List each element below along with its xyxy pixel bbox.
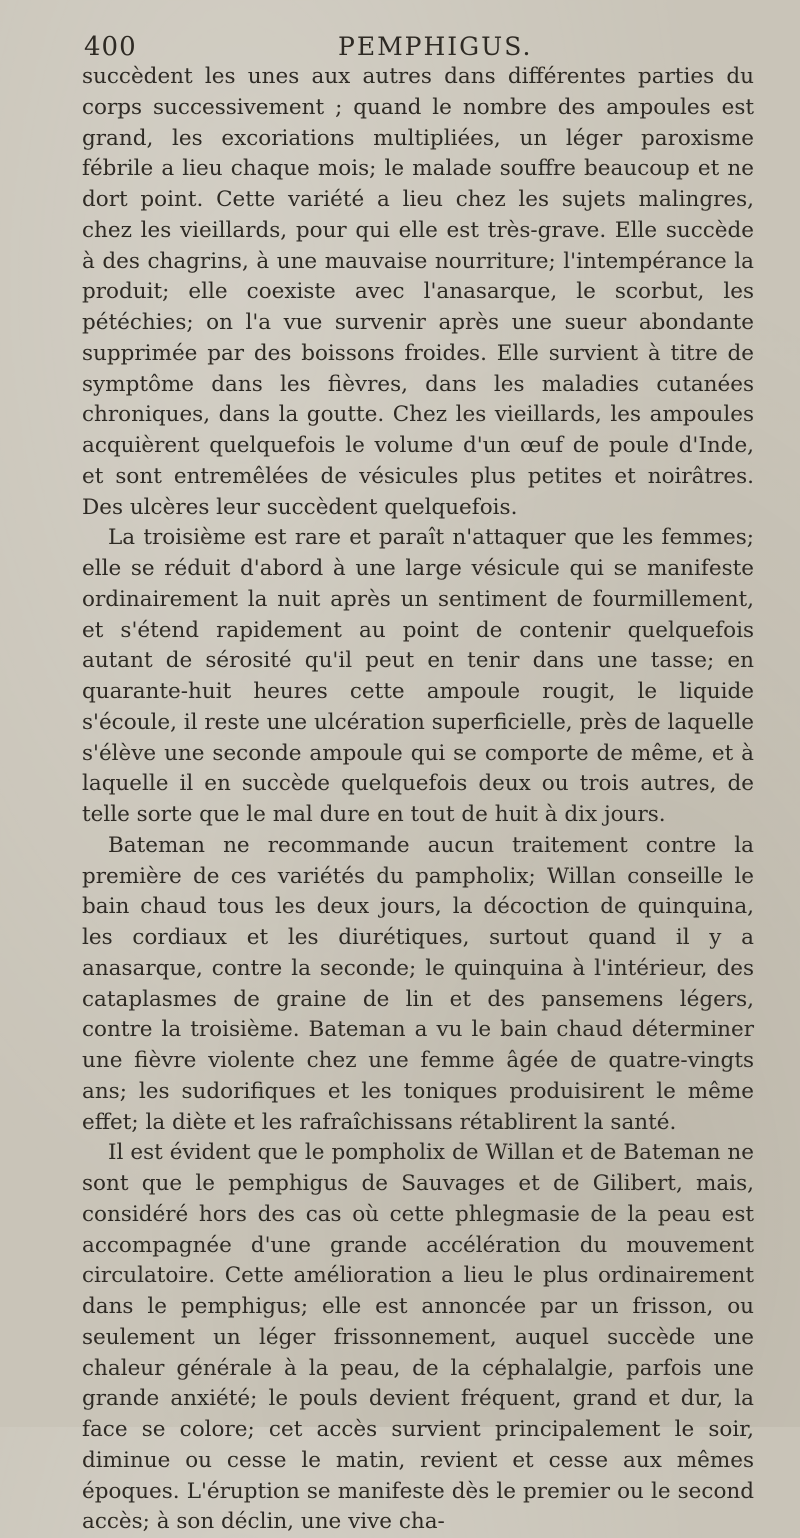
body-text <box>82 62 754 1538</box>
paragraph-pompholix: Il est évident que le pompholix de Willan et de Bateman ne sont que le pemphigus de Sauvages et de Gilibert, mais, considéré hors des cas où cette phlegmasie de la peau est accompagnée d'une grande accélération du mouvement circulatoire. Cette amélioration a lieu le plus ordinairement dans le pemphigus; elle est annoncée par un frisson, ou seulement un léger frissonnement, auquel succède une chaleur générale à la peau, de la céphalalgie, parfois une grande anxiété; le pouls devient fréquent, grand et dur, la face se colore; cet accès survient principalement le soir, diminue ou cesse le matin, revient et cesse aux mêmes époques. L'éruption se manifeste dès le premier ou le second accès; à son déclin, une vive cha- <box>82 1140 754 1535</box>
paragraph-continued: succèdent les unes aux autres dans différentes parties du corps successivement ; quand le nombre des ampoules est grand, les excoriations multipliées, un léger paroxisme fébrile a lieu chaque mois; le malade souffre beaucoup et ne dort point. Cette variété a lieu chez les sujets malingres, chez les vieillards, pour qui elle est très-grave. Elle succède à des chagrins, à une mauvaise nourriture; l'intempérance la produit; elle coexiste avec l'anasarque, le scorbut, les pétéchies; on l'a vue survenir après une sueur abondante supprimée par des boissons froides. Elle survient à titre de symptôme dans les fièvres, dans les maladies cutanées chroniques, dans la goutte. Chez les vieillards, les ampoules acquièrent quelquefois le volume d'un œuf de poule d'Inde, et sont entremêlées de vésicules plus petites et noirâtres. Des ulcères leur succèdent quelquefois. <box>82 64 754 520</box>
paragraph-third-variety: La troisième est rare et paraît n'attaquer que les femmes; elle se réduit d'abord à une large vésicule qui se manifeste ordinairement la nuit après un sentiment de fourmillement, et s'étend rapidement au point de contenir quelquefois autant de sérosité qu'il peut en tenir dans une tasse; en quarante-huit heures cette ampoule rougit, le liquide s'écoule, il reste une ulcération superficielle, près de laquelle s'élève une seconde ampoule qui se comporte de même, et à laquelle il en succède quelquefois deux ou trois autres, de telle sorte que le mal dure en tout de huit à dix jours. <box>82 525 754 827</box>
page-number: 400 <box>84 32 137 62</box>
running-title: PEMPHIGUS. <box>338 32 533 61</box>
paragraph-treatment: Bateman ne recommande aucun traitement contre la première de ces variétés du pampholix; Willan conseille le bain chaud tous les deux jours, la décoction de quinquina, les cordiaux et les diurétiques, surtout quand il y a anasarque, contre la seconde; le quinquina à l'intérieur, des cataplasmes de graine de lin et des pansemens légers, contre la troisième. Bateman a vu le bain chaud déterminer une fièvre violente chez une femme âgée de quatre-vingts ans; les sudorifiques et les toniques produisirent le même effet; la diète et les rafraîchissans rétablirent la santé. <box>82 832 754 1135</box>
